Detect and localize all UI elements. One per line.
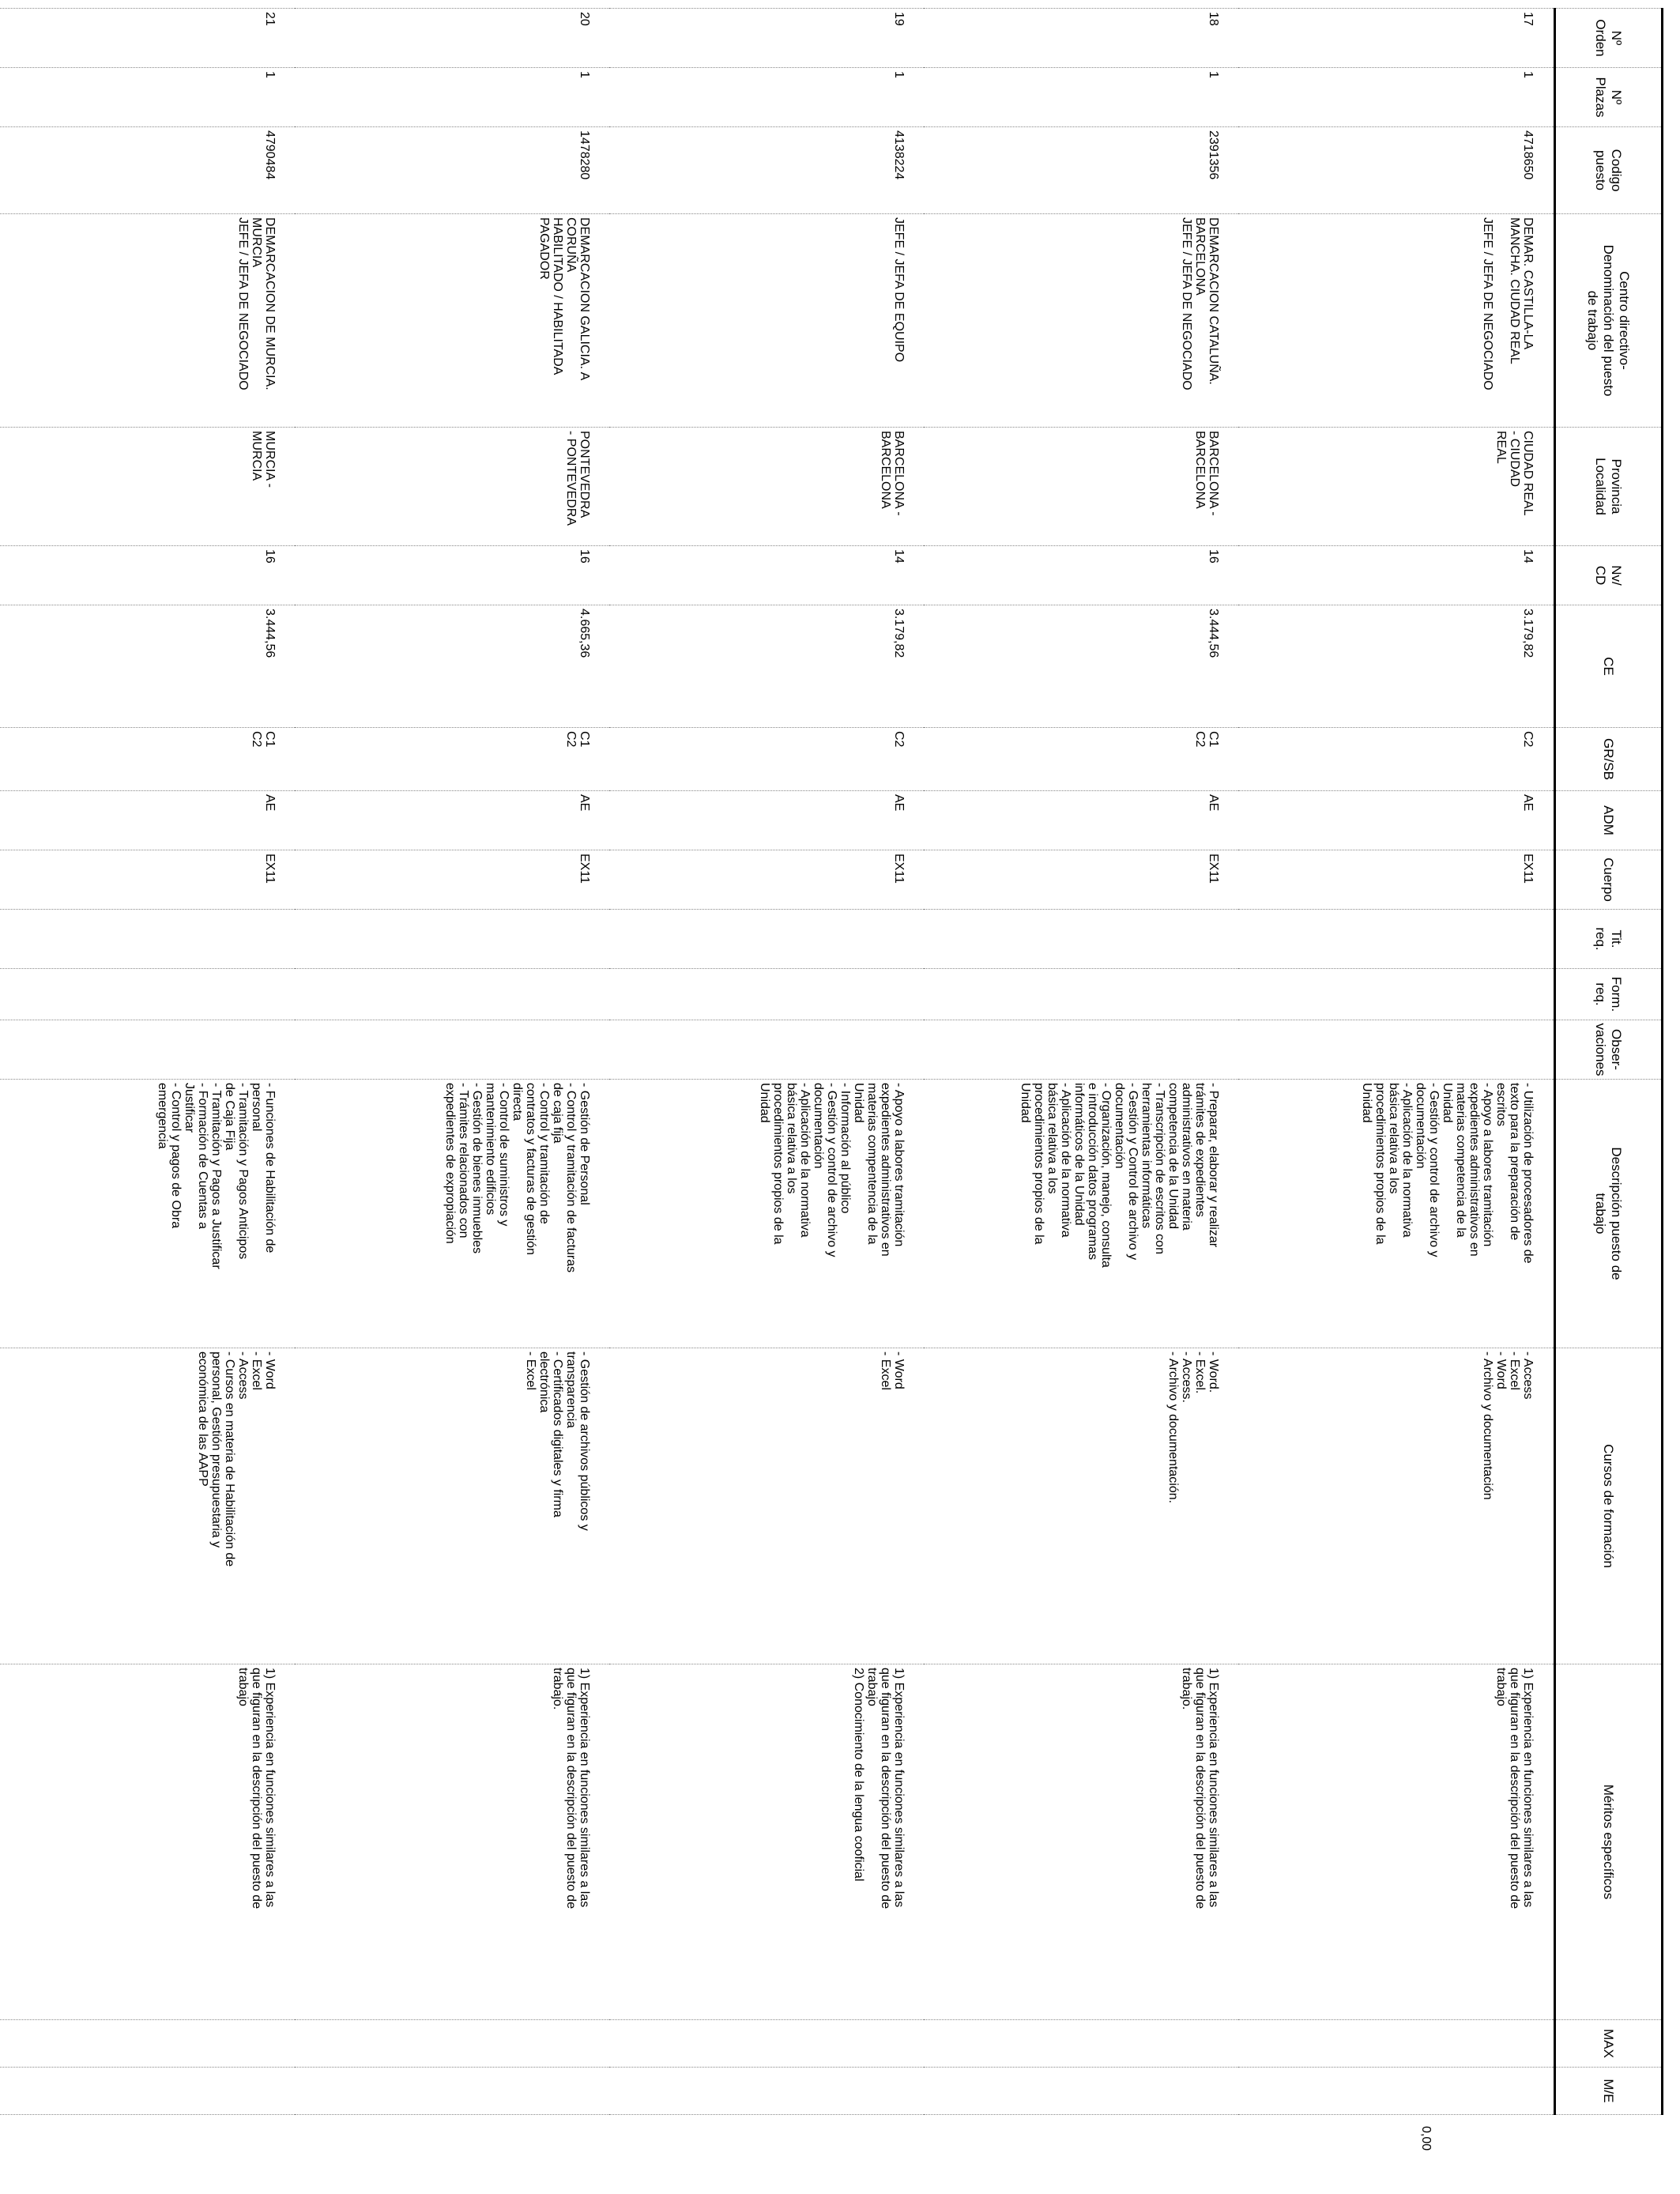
- cell-cursos: - Word - Excel: [610, 1348, 925, 1664]
- header-grupo: GR/SB: [1555, 728, 1663, 791]
- cell-meritos: 1) Experiencia en funciones similares a las que figuran en la descripción del puesto de trabajo 2) Conocimiento de la lengua cooficial: [610, 1664, 925, 2020]
- cell-titulacion: [610, 910, 925, 969]
- cell-max: [296, 2020, 610, 2068]
- cell-ce: 3.444,56: [925, 605, 1239, 728]
- header-provincia: Provincia Localidad: [1555, 428, 1663, 546]
- cell-max: [610, 2020, 925, 2068]
- cell-formacion: [0, 969, 296, 1020]
- header-formacion: Form. req.: [1555, 969, 1663, 1020]
- cell-adm: AE: [296, 791, 610, 850]
- header-nivel: Nv/ CD: [1555, 546, 1663, 605]
- cell-nivel: 16: [0, 546, 296, 605]
- header-titulacion: Tit. req.: [1555, 910, 1663, 969]
- cell-orden: 17: [1239, 9, 1555, 68]
- header-orden: Nº Orden: [1555, 9, 1663, 68]
- cell-nivel: 14: [610, 546, 925, 605]
- cell-orden: 20: [296, 9, 610, 68]
- cell-me: [0, 2068, 296, 2115]
- cell-plazas: 1: [1239, 68, 1555, 127]
- cell-max: [1239, 2020, 1555, 2068]
- header-ce: CE: [1555, 605, 1663, 728]
- cell-centro: DEMAR. CASTILLA-LA MANCHA. CIUDAD REAL JEFE / JEFA DE NEGOCIADO: [1239, 214, 1555, 428]
- cell-titulacion: [0, 910, 296, 969]
- cell-provincia: MURCIA - MURCIA: [0, 428, 296, 546]
- cell-plazas: 1: [296, 68, 610, 127]
- cell-provincia: PONTEVEDRA - PONTEVEDRA: [296, 428, 610, 546]
- cell-meritos: 1) Experiencia en funciones similares a las que figuran en la descripción del puesto de trabajo: [0, 1664, 296, 2020]
- header-adm: ADM: [1555, 791, 1663, 850]
- header-cursos: Cursos de formación: [1555, 1348, 1663, 1664]
- cell-descripcion: - Preparar, elaborar y realizar trámites de expedientes administrativos en materia competencia de la Unidad - Transcripción de escritos con herramientas informáticas - Gestión y Control de archivo y documentación - Organización, manejo, consulta e introducción datos programas informáticos de la Unidad - Aplicación de la normativa básica relativa a los procedimientos propios de la Unidad: [925, 1080, 1239, 1348]
- cell-formacion: [610, 969, 925, 1020]
- cell-descripcion: - Funciones de Habilitación de personal - Tramitación y Pagos Anticipos de Caja Fija - Tramitación y Pagos a Justificar - Formación de Cuentas a Justificar - Control y pagos de Obra emergencia: [0, 1080, 296, 1348]
- cell-formacion: [1239, 969, 1555, 1020]
- cell-ce: 4.665,36: [296, 605, 610, 728]
- cell-cuerpo: EX11: [296, 850, 610, 910]
- cell-centro: DEMARCACION CATALUÑA. BARCELONA JEFE / JEFA DE NEGOCIADO: [925, 214, 1239, 428]
- cell-cuerpo: EX11: [610, 850, 925, 910]
- cell-cuerpo: EX11: [0, 850, 296, 910]
- cell-observaciones: [0, 1020, 296, 1080]
- header-centro: Centro directivo- Denominación del puesto de trabajo: [1555, 214, 1663, 428]
- cell-me: [1239, 2068, 1555, 2115]
- header-max: MAX: [1555, 2020, 1663, 2068]
- cell-observaciones: [925, 1020, 1239, 1080]
- cell-adm: AE: [0, 791, 296, 850]
- cell-cursos: - Word. - Excel. - Access. - Archivo y documentación.: [925, 1348, 1239, 1664]
- cell-descripcion: - Utilización de procesadores de texto para la preparación de escritos - Apoyo a labores tramitación expedientes administrativos en materias competencia de la Unidad - Gestión y control de archivo y documentación - Aplicación de la normativa básica relativa a los procedimientos propios de la Unidad: [1239, 1080, 1555, 1348]
- cell-ce: 3.179,82: [610, 605, 925, 728]
- cell-descripcion: - Apoyo a labores tramitación expedientes administrativos en materias compentencia de la Unidad - Información al público - Gestión y control de archivo y documentación - Aplicación de la normativa básica relativa a los procedimientos propios de la Unidad: [610, 1080, 925, 1348]
- header-cuerpo: Cuerpo: [1555, 850, 1663, 910]
- table-row: [925, 9, 1239, 2115]
- cell-provincia: CIUDAD REAL - CIUDAD REAL: [1239, 428, 1555, 546]
- cell-codigo: 1478280: [296, 127, 610, 214]
- cell-centro: DEMARCACION GALICIA. A CORUÑA HABILITADO / HABILITADA PAGADOR: [296, 214, 610, 428]
- cell-observaciones: [296, 1020, 610, 1080]
- cell-provincia: BARCELONA - BARCELONA: [610, 428, 925, 546]
- cell-plazas: 1: [610, 68, 925, 127]
- cell-plazas: 1: [0, 68, 296, 127]
- cell-grupo: C2: [1239, 728, 1555, 791]
- cell-grupo: C2: [610, 728, 925, 791]
- cell-cursos: - Gestión de archivos públicos y transparencia - Certificados digitales y firma electrónica - Excel: [296, 1348, 610, 1664]
- cell-titulacion: [296, 910, 610, 969]
- cell-orden: 21: [0, 9, 296, 68]
- cell-nivel: 14: [1239, 546, 1555, 605]
- header-descripcion: Descripción puesto de trabajo: [1555, 1080, 1663, 1348]
- cell-adm: AE: [925, 791, 1239, 850]
- cell-ce: 3.179,82: [1239, 605, 1555, 728]
- cell-me: [610, 2068, 925, 2115]
- positions-table: [0, 8, 1663, 2115]
- max-value: 0,00: [1419, 2126, 1433, 2151]
- cell-codigo: 4790484: [0, 127, 296, 214]
- cell-observaciones: [1239, 1020, 1555, 1080]
- cell-grupo: C1 C2: [925, 728, 1239, 791]
- cell-orden: 19: [610, 9, 925, 68]
- cell-titulacion: [925, 910, 1239, 969]
- table-row: [1239, 9, 1555, 2115]
- header-meritos: Méritos específicos: [1555, 1664, 1663, 2020]
- table-row: [296, 9, 610, 2115]
- cell-observaciones: [610, 1020, 925, 1080]
- cell-descripcion: - Gestión de Personal - Control y tramitación de facturas de caja fija - Control y tramitación de contratos y facturas de gestión directa - Control de suministros y mantenimiento edificios - Gestión de bienes inmuebles - Trámites relacionados con expedientes de expropiación: [296, 1080, 610, 1348]
- cell-cursos: - Word - Excel - Access - Cursos en materia de Habilitación de personal, Gestión presupuestaria y económica de las AAPP: [0, 1348, 296, 1664]
- cell-max: [925, 2020, 1239, 2068]
- cell-meritos: 1) Experiencia en funciones similares a las que figuran en la descripción del puesto de trabajo: [1239, 1664, 1555, 2020]
- cell-codigo: 4138224: [610, 127, 925, 214]
- header-plazas: Nº Plazas: [1555, 68, 1663, 127]
- cell-formacion: [925, 969, 1239, 1020]
- cell-cursos: - Access - Excel - Word - Archivo y documentación: [1239, 1348, 1555, 1664]
- cell-formacion: [296, 969, 610, 1020]
- cell-orden: 18: [925, 9, 1239, 68]
- cell-codigo: 2391356: [925, 127, 1239, 214]
- cell-cuerpo: EX11: [925, 850, 1239, 910]
- cell-adm: AE: [1239, 791, 1555, 850]
- table-row: [610, 9, 925, 2115]
- cell-titulacion: [1239, 910, 1555, 969]
- cell-me: [296, 2068, 610, 2115]
- table-row: [0, 9, 296, 2115]
- cell-nivel: 16: [296, 546, 610, 605]
- header-me: M/E: [1555, 2068, 1663, 2115]
- cell-max: [0, 2020, 296, 2068]
- cell-centro: DEMARCACION DE MURCIA. MURCIA JEFE / JEFA DE NEGOCIADO: [0, 214, 296, 428]
- cell-ce: 3.444,56: [0, 605, 296, 728]
- header-row: [1555, 9, 1663, 2115]
- cell-plazas: 1: [925, 68, 1239, 127]
- cell-me: [925, 2068, 1239, 2115]
- cell-meritos: 1) Experiencia en funciones similares a las que figuran en la descripción del puesto de trabajo.: [296, 1664, 610, 2020]
- cell-meritos: 1) Experiencia en funciones similares a las que figuran en la descripción del puesto de trabajo.: [925, 1664, 1239, 2020]
- cell-adm: AE: [610, 791, 925, 850]
- cell-provincia: BARCELONA - BARCELONA: [925, 428, 1239, 546]
- cell-grupo: C1 C2: [296, 728, 610, 791]
- header-observaciones: Obser- vaciones: [1555, 1020, 1663, 1080]
- cell-centro: JEFE / JEFA DE EQUIPO: [610, 214, 925, 428]
- cell-codigo: 4718650: [1239, 127, 1555, 214]
- cell-nivel: 16: [925, 546, 1239, 605]
- cell-cuerpo: EX11: [1239, 850, 1555, 910]
- header-codigo: Codigo puesto: [1555, 127, 1663, 214]
- cell-grupo: C1 C2: [0, 728, 296, 791]
